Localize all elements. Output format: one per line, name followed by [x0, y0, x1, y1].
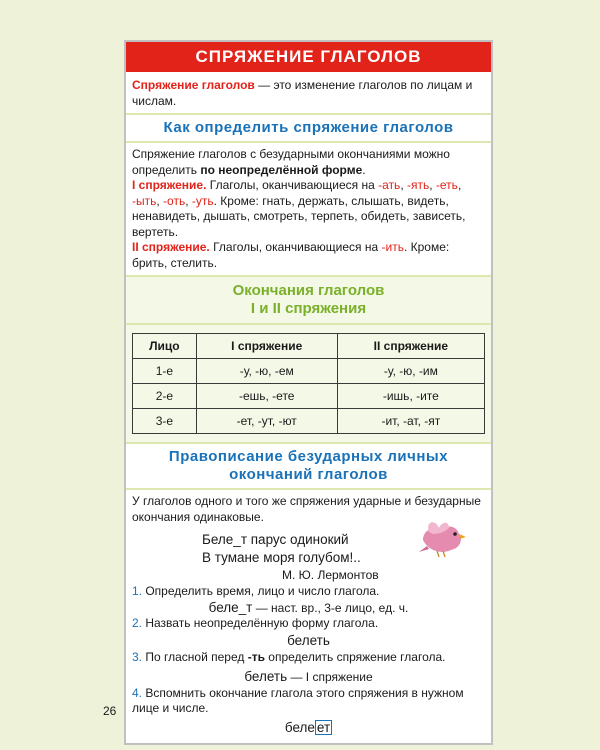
example-2: белеть [287, 632, 330, 648]
section2-heading [126, 277, 491, 325]
conj2-text: Глаголы, оканчивающиеся на [209, 240, 382, 254]
section1-intro-end: . [362, 162, 366, 177]
conj2-exceptions: . Кроме: брить, стелить. [132, 240, 450, 270]
step-2-number: 2. [132, 616, 143, 630]
example-3 [132, 669, 485, 686]
conj1-text: Глаголы, оканчивающиеся на [206, 178, 379, 192]
table-cell: -ишь, -ите [337, 384, 484, 409]
final-ending: ет [316, 719, 331, 735]
section3-body [126, 490, 491, 743]
step-2-text: Назвать неопределённую форму глагола. [142, 616, 379, 630]
step-1-text: Определить время, лицо и число глагола. [142, 584, 380, 598]
ending-3: -еть [435, 178, 458, 192]
bird-icon [415, 518, 467, 558]
section1-body: Спряжение глаголов с безударными окончаниями можно определить по неопределённой форме. I спряжение. Глаголы, оканчивающиеся на -ать, -ять, -еть, -ыть, -оть, -уть. Кроме: гнать, держать, слышать, видеть, ненавидеть, дышать, смотреть, терпеть, обидеть, зависеть, вертеть. II спряжение. Глаголы, оканчивающиеся на -ить. Кроме: брить, стелить. [126, 143, 491, 277]
step-3 [132, 650, 485, 666]
section1-intro: Спряжение глаголов с безударными окончаниями можно определить [132, 147, 450, 177]
step-4 [132, 686, 485, 717]
ending-2: -ять [406, 178, 430, 192]
step-3-bold: -ть [247, 649, 265, 664]
ending-6: -уть [191, 193, 214, 208]
header-conj2: II спряжение [337, 334, 484, 359]
poem-line1: Беле_т парус одинокий [202, 532, 349, 547]
section2-heading-line1: Окончания глаголов [232, 282, 385, 299]
step-4-number: 4. [132, 685, 143, 700]
page-title: СПРЯЖЕНИЕ ГЛАГОЛОВ [126, 42, 491, 74]
table-cell: 1-е [133, 359, 197, 384]
example-1 [132, 600, 485, 617]
section1-heading: Как определить спряжение глаголов [126, 115, 491, 143]
table-row [133, 384, 485, 409]
example-3-word: белеть [244, 669, 288, 684]
section3-heading [126, 444, 491, 490]
section2-heading-line2: I и II спряжения [250, 300, 367, 317]
ending-1: -ать [378, 178, 401, 192]
final-example [132, 719, 485, 737]
table-row [133, 359, 485, 384]
table-cell: -ит, -ат, -ят [337, 409, 484, 434]
table-cell: -у, -ю, -ем [196, 359, 337, 384]
poem-line2: В тумане моря голубом!.. [202, 550, 361, 565]
definition-term: Спряжение глаголов [132, 78, 255, 92]
step-3-number: 3. [132, 649, 143, 664]
endings-table-wrap [126, 325, 491, 444]
section3-intro: У глаголов одного и того же спряжения ударные и безударные окончания одинаковые. [132, 494, 481, 524]
page-number: 26 [103, 704, 117, 718]
conj2-ending: -ить [381, 240, 404, 254]
header-person: Лицо [133, 334, 197, 359]
conj1-exceptions: . Кроме: гнать, держать, слышать, видеть, ненавидеть, дышать, смотреть, терпеть, обидеть, зависеть, вертеть. [132, 193, 466, 239]
final-stem: беле [284, 719, 315, 735]
example-1-rest: — наст. вр., 3-е лицо, ед. ч. [252, 600, 409, 615]
step-3-text-a: По гласной перед [142, 649, 248, 664]
conj2-label: II спряжение. [132, 240, 210, 254]
step-4-text: Вспомнить окончание глагола этого спряжения в нужном лице и числе. [132, 685, 464, 715]
example-3-rest: — I спряжение [287, 670, 373, 684]
conj1-label: I спряжение. [132, 178, 207, 192]
endings-table [132, 333, 485, 434]
section3-heading-line1: Правописание безударных личных [168, 448, 449, 465]
step-1-number: 1. [132, 584, 143, 598]
step-3-text-b: определить спряжение глагола. [264, 649, 446, 664]
poem-author: М. Ю. Лермонтов [282, 568, 379, 582]
example-1-word: беле_т [208, 599, 253, 615]
ending-4: -ыть [132, 193, 157, 208]
table-cell: 3-е [133, 409, 197, 434]
header-conj1: I спряжение [196, 334, 337, 359]
definition-box [126, 74, 491, 115]
section3-heading-line2: окончаний глаголов [229, 466, 388, 483]
step-2 [132, 616, 485, 632]
ending-5: -оть [163, 193, 186, 208]
table-cell: -у, -ю, -им [337, 359, 484, 384]
section1-intro-bold: по неопределённой форме [200, 162, 363, 177]
table-header-row [133, 334, 485, 359]
table-cell: -ешь, -ете [196, 384, 337, 409]
definition-text: — это изменение глаголов по лицам и числам. [132, 78, 473, 108]
rule-card [124, 40, 493, 745]
step-1 [132, 584, 485, 600]
table-cell: -ет, -ут, -ют [196, 409, 337, 434]
table-row [133, 409, 485, 434]
table-cell: 2-е [133, 384, 197, 409]
